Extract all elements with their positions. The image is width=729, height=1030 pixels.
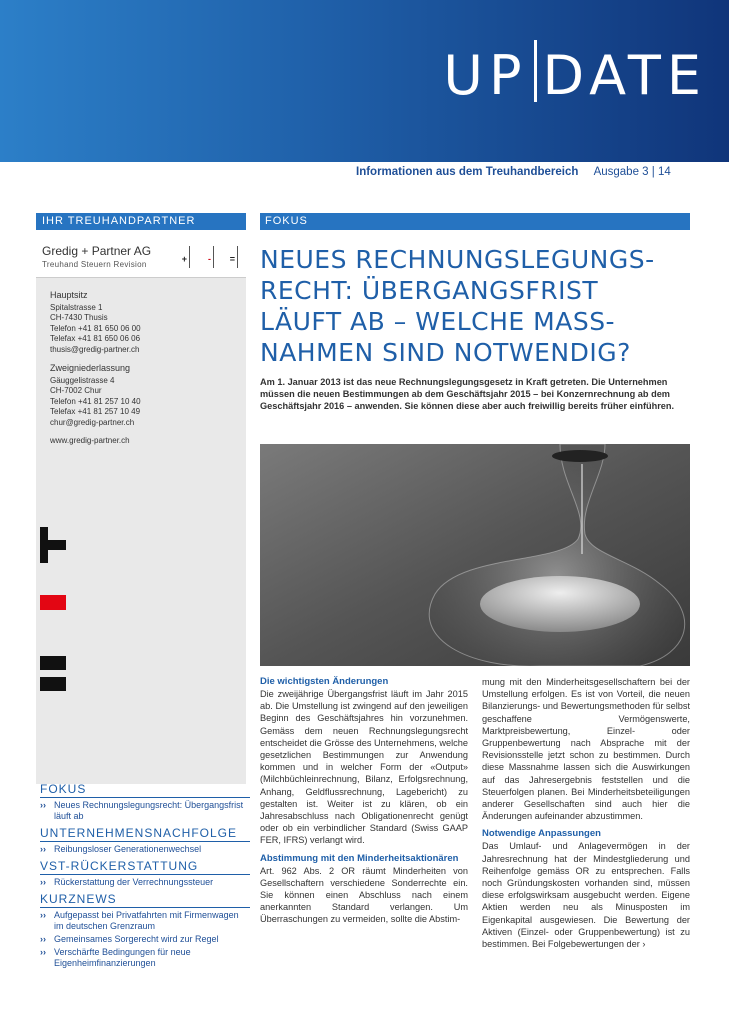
- hq-line: Telefon +41 81 650 06 00: [50, 323, 141, 333]
- sidebar-heading: IHR TREUHANDPARTNER: [36, 213, 246, 230]
- company-services: Treuhand Steuern Revision: [42, 260, 147, 269]
- plus-mark: +: [176, 246, 190, 268]
- paragraph: Art. 962 Abs. 2 OR räumt Minderheiten von Gesellschaftern verschiedene Sonderrechte ein. Sie können einen Abschluss nach einem anerkannten Standard verlangen. Um Überraschungen zu vermeiden, sollte die Abstim-: [260, 865, 468, 925]
- addresses: [36, 278, 246, 447]
- branch-line: Gäuggelistrasse 4: [50, 375, 115, 385]
- article-body: [260, 676, 690, 956]
- equals-mark: =: [224, 246, 238, 268]
- paragraph: mung mit den Minderheitsgesellschaftern bei der Umstellung erfolgen. Es ist von Vorteil, die neuen Bilanzierungs- und Bewertungsmethoden für selbst geschaffene Vermögenswerte, Marktpreisbewertung, Einzel- oder Gruppenbewertung nach Absprache mit der Revisionsstelle jetzt schon zu bestimmen. Durch diese Massnahme lassen sich die Auswirkungen auf das Jahresergebnis feststellen und die Steuerfolgen planen. Bei Minderheitsbeteiligungen anderer Gesellschaften sind auch hier die Änderungen aufeinander abzustimmen.: [482, 677, 690, 822]
- toc-item[interactable]: ›› Gemeinsames Sorgerecht wird zur Regel: [40, 934, 250, 945]
- hq-line: CH-7430 Thusis: [50, 313, 108, 322]
- hq-line: Telefax +41 81 650 06 06: [50, 334, 141, 343]
- toc-category: VST-RÜCKERSTATTUNG: [40, 859, 250, 875]
- branch-address: [50, 363, 246, 428]
- toc-item[interactable]: ›› Verschärfte Bedingungen für neue Eigenheimfinanzierungen: [40, 947, 250, 969]
- article-headline: [260, 244, 690, 368]
- section-label: FOKUS: [260, 213, 690, 230]
- toc-category: KURZNEWS: [40, 892, 250, 908]
- headline-line: NAHMEN SIND NOTWENDIG?: [260, 338, 631, 367]
- branch-email-link[interactable]: chur@gredig-partner.ch: [50, 417, 135, 427]
- sidebar: [36, 213, 246, 784]
- hq-title: Hauptsitz: [50, 290, 88, 300]
- hq-email-link[interactable]: thusis@gredig-partner.ch: [50, 344, 140, 354]
- hq-address: [50, 290, 246, 355]
- table-of-contents: [40, 778, 250, 969]
- minus-graphic: [40, 595, 66, 610]
- toc-item[interactable]: ›› Neues Rechnungslegungsrecht: Übergangsfrist läuft ab: [40, 800, 250, 822]
- masthead: [0, 0, 729, 162]
- branch-title: Zweigniederlassung: [50, 363, 131, 373]
- headline-line: LÄUFT AB – WELCHE MASS-: [260, 307, 616, 336]
- headline-line: NEUES RECHNUNGSLEGUNGS-: [260, 245, 655, 274]
- title-left: UP: [443, 44, 528, 107]
- toc-item[interactable]: ›› Aufgepasst bei Privatfahrten mit Firmenwagen im deutschen Grenzraum: [40, 910, 250, 932]
- section-heading: Abstimmung mit den Minderheitsaktionären: [260, 852, 459, 864]
- toc-category: UNTERNEHMENSNACHFOLGE: [40, 826, 250, 842]
- toc-item[interactable]: ›› Reibungsloser Generationenwechsel: [40, 844, 250, 855]
- equals-graphic-top: [40, 656, 66, 670]
- paragraph: Die zweijährige Übergangsfrist läuft im Jahr 2015 ab. Die Umstellung ist zwingend auf den jeweiligen Beginn des Geschäftsjahres hin vorzunehmen. Gemäss dem neuen Rechnungslegungsrecht entscheidet die Grösse des Unternehmens, welche gesetzlichen Bestimmungen zur Anwendung kommen und in welcher Form der «Output» (Milchbüchleinrechnung, Bilanz, Erfolgsrechnung, Anhang, Geldflussrechnung, Lagebericht) zu gestalten ist. Weiter ist zu klären, ob ein Jahresabschluss nach Obligationenrecht genügt oder ob ein verbindlicher Standard (Swiss GAAP FER, IFRS) verlangt wird.: [260, 689, 468, 846]
- hourglass-photo: [260, 444, 690, 666]
- paragraph: Das Umlauf- und Anlagevermögen in der Jahresrechnung hat der Mindestgliederung und Reihenfolge gemäss OR zu entsprechen. Falls noch Gründungskosten vorhanden sind, müssen diese erfolgswirksam ausgebucht werden. Eigene Aktien werden neu als Minusposten im Eigenkapital ausgewiesen. Die Bewertung der Aktiven (Einzel- oder Gruppenbewertung) ist zu bestimmen. Bei Folgebewertungen der ›: [482, 841, 690, 950]
- body-column-2: [482, 676, 690, 956]
- headline-line: RECHT: ÜBERGANGSFRIST: [260, 276, 599, 305]
- branch-line: Telefax +41 81 257 10 49: [50, 407, 141, 416]
- minus-mark: -: [200, 246, 214, 268]
- article-lead: Am 1. Januar 2013 ist das neue Rechnungslegungsgesetz in Kraft getreten. Die Unternehmen müssen die neuen Bestimmungen ab dem Geschäftsjahr 2015 – bei Konzernrechnung ab dem Geschäftsjahr 2016 – anwenden. Sie können diese aber auch freiwillig bereits früher einführen.: [260, 377, 675, 412]
- logo-marks: [176, 246, 238, 268]
- branch-line: CH-7002 Chur: [50, 386, 102, 395]
- body-column-1: [260, 676, 468, 956]
- toc-item[interactable]: ›› Rückerstattung der Verrechnungssteuer: [40, 877, 250, 888]
- company-name: Gredig + Partner AG: [42, 244, 152, 258]
- equals-graphic-bottom: [40, 677, 66, 691]
- branch-line: Telefon +41 81 257 10 40: [50, 396, 141, 406]
- issue-number: Ausgabe 3 | 14: [593, 166, 671, 178]
- partner-box: [36, 232, 246, 784]
- plus-graphic: [40, 527, 66, 563]
- title-divider: [534, 40, 537, 102]
- website-link[interactable]: www.gredig-partner.ch: [50, 436, 130, 445]
- main-article: [260, 213, 690, 413]
- newsletter-title: [443, 40, 707, 107]
- tagline: Informationen aus dem Treuhandbereich: [356, 166, 579, 178]
- company-logo: [36, 232, 246, 278]
- section-heading: Notwendige Anpassungen: [482, 828, 601, 840]
- issue-bar: [356, 166, 696, 178]
- hq-line: Spitalstrasse 1: [50, 302, 103, 312]
- title-right: DATE: [542, 44, 707, 107]
- section-heading: Die wichtigsten Änderungen: [260, 676, 389, 687]
- toc-category: FOKUS: [40, 782, 250, 798]
